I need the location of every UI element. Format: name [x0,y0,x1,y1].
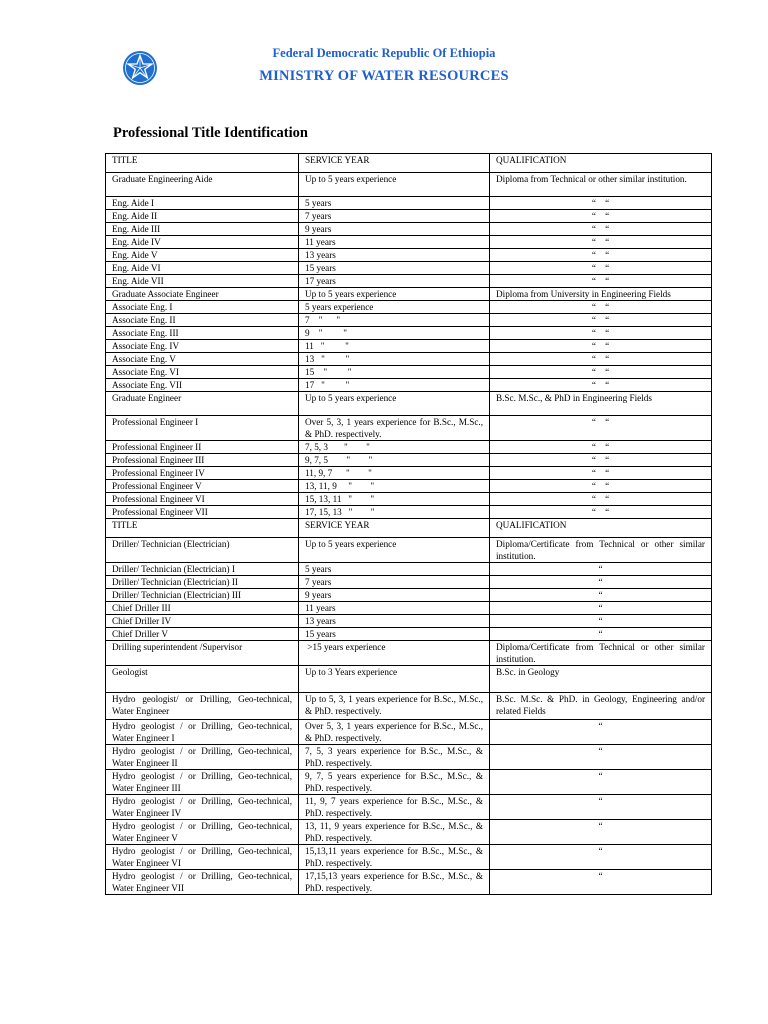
title-cell: Eng. Aide V [106,249,299,262]
table-row [106,366,712,379]
table-row [106,197,712,210]
qualification-cell: B.Sc. M.Sc., & PhD in Engineering Fields [490,392,712,416]
title-cell: Eng. Aide VII [106,275,299,288]
title-cell: Hydro geologist / or Drilling, Geo-technical, Water Engineer V [106,820,299,845]
qualification-cell: “ “ [490,493,712,506]
qualification-cell: “ [490,589,712,602]
title-cell: Hydro geologist / or Drilling, Geo-technical, Water Engineer VII [106,870,299,895]
table-row [106,173,712,197]
qualification-cell: “ [490,628,712,641]
service-year-cell: 11 " " [299,340,490,353]
title-cell: Associate Eng. II [106,314,299,327]
table-row [106,353,712,366]
qualification-cell: “ “ [490,366,712,379]
qualification-cell: “ [490,720,712,745]
title-cell: Associate Eng. VII [106,379,299,392]
table-header-row [106,154,712,173]
qualification-cell: “ [490,845,712,870]
service-year-cell: 9, 7, 5 years experience for B.Sc., M.Sc., & PhD. respectively. [299,770,490,795]
service-year-cell: 15, 13, 11 " " [299,493,490,506]
table-row [106,538,712,563]
qualification-cell: “ “ [490,340,712,353]
title-cell: Professional Engineer I [106,416,299,441]
service-year-cell: 17 " " [299,379,490,392]
title-cell: Driller/ Technician (Electrician) [106,538,299,563]
service-year-cell: 9 years [299,589,490,602]
service-year-cell: 17 years [299,275,490,288]
service-year-cell: Up to 5 years experience [299,173,490,197]
title-cell: Graduate Engineer [106,392,299,416]
title-cell: Drilling superintendent /Supervisor [106,641,299,666]
service-year-cell: Up to 5 years experience [299,392,490,416]
qualification-cell: B.Sc. M.Sc. & PhD. in Geology, Engineering and/or related Fields [490,693,712,720]
title-cell: TITLE [106,519,299,538]
service-year-cell: 9 years [299,223,490,236]
service-year-cell: 15,13,11 years experience for B.Sc., M.Sc., & PhD. respectively. [299,845,490,870]
service-year-cell: 7, 5, 3 " " [299,441,490,454]
title-cell: Associate Eng. I [106,301,299,314]
qualification-cell: “ [490,820,712,845]
service-year-cell: 5 years [299,563,490,576]
table-row [106,870,712,895]
table-row [106,441,712,454]
title-cell: TITLE [106,154,299,173]
table-row [106,340,712,353]
table-row [106,392,712,416]
service-year-cell: 7, 5, 3 years experience for B.Sc., M.Sc., & PhD. respectively. [299,745,490,770]
table-row [106,249,712,262]
table-row [106,720,712,745]
title-cell: Hydro geologist / or Drilling, Geo-technical, Water Engineer VI [106,845,299,870]
title-cell: Associate Eng. IV [106,340,299,353]
service-year-cell: SERVICE YEAR [299,154,490,173]
qualification-cell: “ [490,795,712,820]
service-year-cell: 11, 9, 7 " " [299,467,490,480]
table-row [106,563,712,576]
title-cell: Geologist [106,666,299,693]
table-row [106,506,712,519]
table-header-row [106,519,712,538]
title-cell: Professional Engineer II [106,441,299,454]
service-year-cell: 13 years [299,615,490,628]
service-year-cell: 11 years [299,236,490,249]
service-year-cell: 9, 7, 5 " " [299,454,490,467]
title-cell: Driller/ Technician (Electrician) II [106,576,299,589]
table-row [106,795,712,820]
title-cell: Chief Driller IV [106,615,299,628]
qualification-cell: “ “ [490,275,712,288]
service-year-cell: 15 years [299,628,490,641]
qualification-cell: “ “ [490,454,712,467]
table-row [106,236,712,249]
qualification-cell: “ [490,563,712,576]
qualification-cell: “ [490,576,712,589]
title-cell: Eng. Aide III [106,223,299,236]
table-row [106,641,712,666]
service-year-cell: 11, 9, 7 years experience for B.Sc., M.Sc., & PhD. respectively. [299,795,490,820]
title-cell: Professional Engineer III [106,454,299,467]
qualification-cell: “ [490,770,712,795]
table-row [106,416,712,441]
qualification-cell: “ “ [490,197,712,210]
service-year-cell: 7 years [299,210,490,223]
service-year-cell: Up to 5 years experience [299,288,490,301]
qualification-cell: QUALIFICATION [490,154,712,173]
qualification-cell: “ “ [490,480,712,493]
table-row [106,693,712,720]
title-cell: Eng. Aide IV [106,236,299,249]
document-title: Professional Title Identification [113,125,308,141]
title-cell: Professional Engineer VII [106,506,299,519]
qualification-cell: “ [490,615,712,628]
title-cell: Eng. Aide I [106,197,299,210]
service-year-cell: 13 years [299,249,490,262]
table-row [106,666,712,693]
title-cell: Driller/ Technician (Electrician) III [106,589,299,602]
service-year-cell: Up to 5, 3, 1 years experience for B.Sc., M.Sc., & PhD. respectively. [299,693,490,720]
qualification-cell: “ “ [490,353,712,366]
service-year-cell: 5 years [299,197,490,210]
table-row [106,493,712,506]
table-row [106,262,712,275]
table-row [106,745,712,770]
title-cell: Hydro geologist / or Drilling, Geo-technical, Water Engineer III [106,770,299,795]
service-year-cell: Over 5, 3, 1 years experience for B.Sc., M.Sc., & PhD. respectively. [299,720,490,745]
qualification-cell: “ “ [490,223,712,236]
country-name: Federal Democratic Republic Of Ethiopia [272,46,496,60]
title-cell: Hydro geologist/ or Drilling, Geo-technical, Water Engineer [106,693,299,720]
ministry-name: MINISTRY OF WATER RESOURCES [259,68,509,84]
table-row [106,845,712,870]
title-cell: Eng. Aide VI [106,262,299,275]
qualification-cell: “ “ [490,379,712,392]
service-year-cell: 5 years experience [299,301,490,314]
qualification-cell: QUALIFICATION [490,519,712,538]
qualification-cell: “ “ [490,301,712,314]
qualification-cell: B.Sc. in Geology [490,666,712,693]
table-row [106,628,712,641]
table-row [106,275,712,288]
table-row [106,467,712,480]
title-cell: Associate Eng. V [106,353,299,366]
qualification-cell: “ “ [490,262,712,275]
service-year-cell: Up to 5 years experience [299,538,490,563]
qualification-cell: “ “ [490,249,712,262]
service-year-cell: 7 " " [299,314,490,327]
qualification-cell: Diploma from Technical or other similar institution. [490,173,712,197]
service-year-cell: 13, 11, 9 years experience for B.Sc., M.Sc., & PhD. respectively. [299,820,490,845]
table-row [106,327,712,340]
table-row [106,576,712,589]
title-cell: Hydro geologist / or Drilling, Geo-technical, Water Engineer II [106,745,299,770]
qualification-cell: “ “ [490,416,712,441]
title-cell: Eng. Aide II [106,210,299,223]
service-year-cell: 9 " " [299,327,490,340]
service-year-cell: 17, 15, 13 " " [299,506,490,519]
qualification-cell: “ [490,870,712,895]
title-cell: Professional Engineer V [106,480,299,493]
title-cell: Professional Engineer IV [106,467,299,480]
table-row [106,454,712,467]
title-cell: Hydro geologist / or Drilling, Geo-technical, Water Engineer I [106,720,299,745]
service-year-cell: 13 " " [299,353,490,366]
table-row [106,615,712,628]
qualification-cell: “ “ [490,236,712,249]
table-row [106,288,712,301]
professional-title-table [105,153,712,895]
qualification-cell: Diploma/Certificate from Technical or other similar institution. [490,641,712,666]
qualification-cell: “ [490,745,712,770]
service-year-cell: 15 years [299,262,490,275]
service-year-cell: 7 years [299,576,490,589]
qualification-cell: “ “ [490,467,712,480]
table-row [106,210,712,223]
table-row [106,314,712,327]
title-cell: Driller/ Technician (Electrician) I [106,563,299,576]
qualification-cell: “ [490,602,712,615]
qualification-cell: “ “ [490,327,712,340]
title-cell: Graduate Engineering Aide [106,173,299,197]
qualification-cell: “ “ [490,441,712,454]
title-cell: Chief Driller III [106,602,299,615]
service-year-cell: 11 years [299,602,490,615]
title-cell: Chief Driller V [106,628,299,641]
title-cell: Graduate Associate Engineer [106,288,299,301]
table-row [106,602,712,615]
service-year-cell: 15 " " [299,366,490,379]
table-row [106,589,712,602]
service-year-cell: SERVICE YEAR [299,519,490,538]
qualification-cell: “ “ [490,506,712,519]
table-row [106,820,712,845]
table-row [106,301,712,314]
title-cell: Hydro geologist / or Drilling, Geo-technical, Water Engineer IV [106,795,299,820]
service-year-cell: 13, 11, 9 " " [299,480,490,493]
title-cell: Associate Eng. III [106,327,299,340]
service-year-cell: >15 years experience [299,641,490,666]
service-year-cell: 17,15,13 years experience for B.Sc., M.Sc., & PhD. respectively. [299,870,490,895]
table-row [106,770,712,795]
qualification-cell: Diploma/Certificate from Technical or other similar institution. [490,538,712,563]
qualification-cell: “ “ [490,314,712,327]
table-row [106,480,712,493]
service-year-cell: Up to 3 Years experience [299,666,490,693]
qualification-cell: “ “ [490,210,712,223]
title-cell: Professional Engineer VI [106,493,299,506]
title-cell: Associate Eng. VI [106,366,299,379]
service-year-cell: Over 5, 3, 1 years experience for B.Sc., M.Sc., & PhD. respectively. [299,416,490,441]
table-row [106,223,712,236]
table-row [106,379,712,392]
qualification-cell: Diploma from University in Engineering Fields [490,288,712,301]
star-emblem-icon [122,50,158,86]
